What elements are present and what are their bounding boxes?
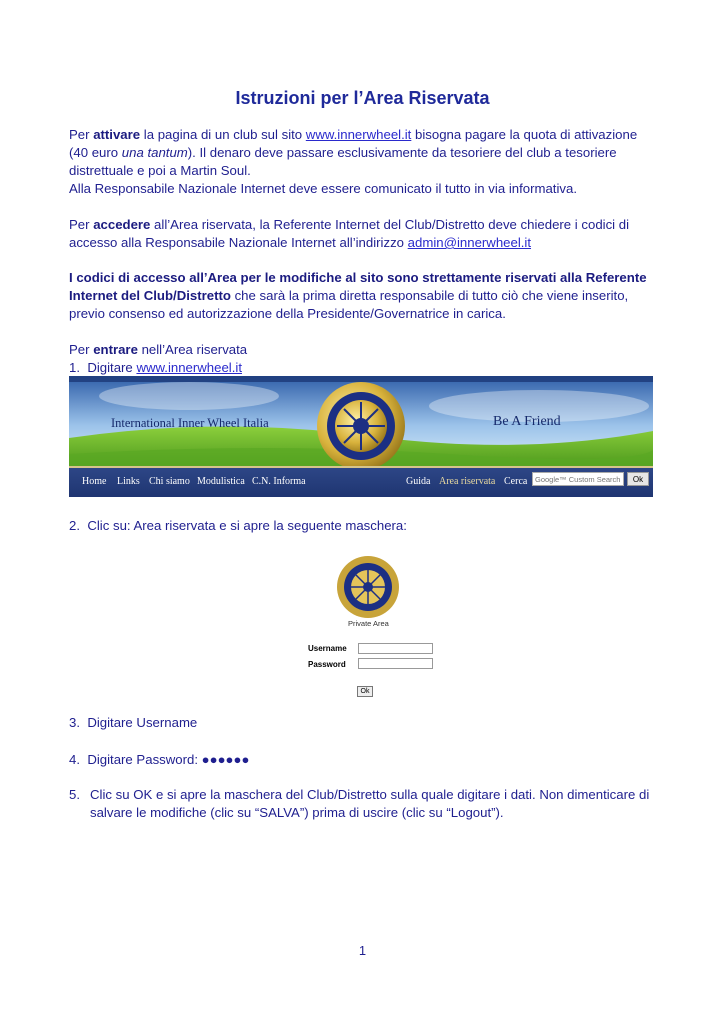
login-ok-button[interactable]: Ok bbox=[357, 686, 373, 697]
text: Per bbox=[69, 342, 94, 357]
website-banner bbox=[69, 376, 653, 497]
italic-text: una tantum bbox=[121, 145, 188, 160]
bold-text: accedere bbox=[93, 217, 151, 232]
site-link[interactable]: www.innerwheel.it bbox=[305, 127, 412, 142]
step-5 bbox=[69, 786, 665, 822]
step-number: 4. bbox=[69, 752, 80, 767]
bold-text: entrare bbox=[93, 342, 138, 357]
text: Per bbox=[69, 217, 94, 232]
nav-guida[interactable]: Guida bbox=[406, 476, 431, 487]
nav-cn-informa[interactable]: C.N. Informa bbox=[252, 476, 306, 487]
text: all’Area riservata, la Referente Internet del Club/Distretto deve chiedere i codici di accesso alla Responsabile Nazionale Internet all’indirizzo bbox=[69, 217, 630, 250]
page-title: Istruzioni per l’Area Riservata bbox=[235, 88, 490, 108]
search-input[interactable]: Google™ Custom Search bbox=[532, 472, 624, 486]
banner-title: International Inner Wheel Italia bbox=[111, 416, 269, 430]
text: Per bbox=[69, 127, 94, 142]
step-2 bbox=[69, 517, 659, 535]
private-area-caption: Private Area bbox=[348, 619, 389, 628]
step-3 bbox=[69, 714, 659, 732]
bold-text: attivare bbox=[93, 127, 141, 142]
text: nell’Area riservata bbox=[137, 342, 248, 357]
step-text: Clic su OK e si apre la maschera del Club/Distretto sulla quale digitare i dati. Non dimenticare di salvare le modifiche (clic su “SALVA”) prima di uscire (clic su “Logout”). bbox=[90, 787, 650, 820]
inner-wheel-logo-icon bbox=[317, 382, 405, 466]
password-label: Password bbox=[308, 660, 346, 669]
text: ). Il denaro deve passare esclusivamente da tesoriere del club a tesoriere distrettuale e poi a Martin Soul. bbox=[69, 145, 617, 178]
nav-modulistica[interactable]: Modulistica bbox=[197, 476, 245, 487]
password-field[interactable] bbox=[358, 658, 433, 669]
website-navbar bbox=[69, 466, 653, 497]
text: che sarà la prima diretta responsabile di tutto ciò che viene inserito, previo consenso ed autorizzazione della Presidente/Governatrice in carica. bbox=[69, 288, 629, 321]
login-form bbox=[300, 555, 440, 705]
step-number: 5. bbox=[69, 787, 80, 802]
text: la pagina di un club sul sito bbox=[140, 127, 306, 142]
inner-wheel-logo-icon bbox=[336, 555, 400, 619]
nav-area-riservata[interactable]: Area riservata bbox=[439, 476, 496, 487]
search-ok-button[interactable]: Ok bbox=[627, 472, 649, 486]
step-text: Digitare Password: ●●●●●● bbox=[87, 752, 250, 767]
site-link[interactable]: www.innerwheel.it bbox=[136, 360, 242, 375]
nav-chi-siamo[interactable]: Chi siamo bbox=[149, 476, 190, 487]
paragraph-activate bbox=[69, 126, 659, 198]
text: Alla Responsabile Nazionale Internet deve essere comunicato il tutto in via informativa. bbox=[69, 181, 577, 196]
username-label: Username bbox=[308, 644, 347, 653]
email-link[interactable]: admin@innerwheel.it bbox=[407, 235, 532, 250]
paragraph-enter bbox=[69, 341, 659, 359]
step-number: 3. bbox=[69, 715, 80, 730]
paragraph-access bbox=[69, 216, 659, 252]
step-text: Digitare bbox=[87, 360, 137, 375]
step-1 bbox=[69, 359, 659, 377]
step-number: 2. bbox=[69, 518, 80, 533]
username-field[interactable] bbox=[358, 643, 433, 654]
nav-links[interactable]: Links bbox=[117, 476, 140, 487]
step-4 bbox=[69, 751, 659, 769]
bold-text: I codici di accesso all’Area per le modifiche al sito sono strettamente riservati alla Referente Internet del Club/Distretto bbox=[69, 270, 647, 303]
nav-cerca[interactable]: Cerca bbox=[504, 476, 528, 487]
text: bisogna pagare la quota di attivazione (40 euro bbox=[69, 127, 638, 160]
step-text: Clic su: Area riservata e si apre la seguente maschera: bbox=[87, 518, 407, 533]
page-number: 1 bbox=[358, 943, 367, 958]
nav-home[interactable]: Home bbox=[82, 476, 107, 487]
step-number: 1. bbox=[69, 360, 80, 375]
step-text: Digitare Username bbox=[87, 715, 198, 730]
paragraph-codes bbox=[69, 269, 659, 323]
banner-slogan: Be A Friend bbox=[493, 414, 561, 429]
